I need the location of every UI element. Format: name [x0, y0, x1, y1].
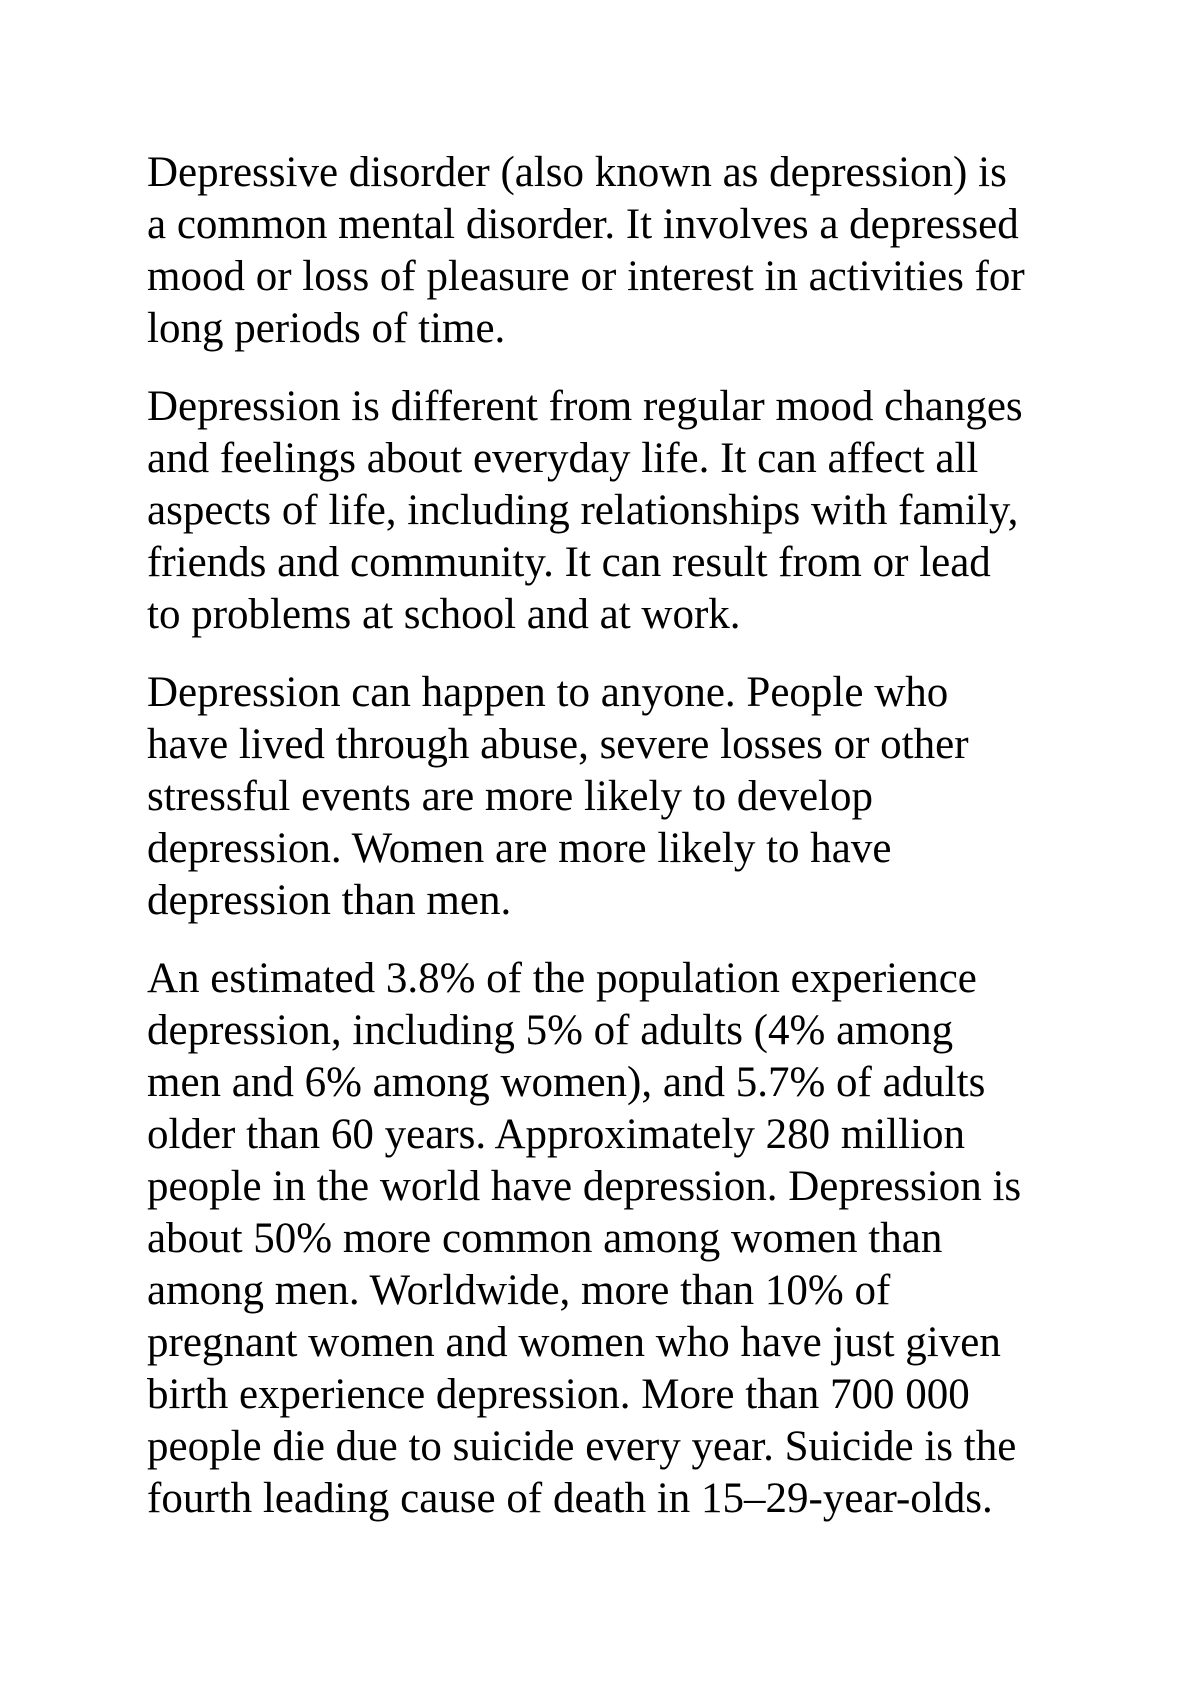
- text-line: men and 6% among women), and 5.7% of adults: [147, 1059, 986, 1106]
- text-line: aspects of life, including relationships with family,: [147, 487, 1019, 534]
- text-line: depression than men.: [147, 877, 512, 924]
- document-body: [147, 147, 1087, 1551]
- text-line: to problems at school and at work.: [147, 591, 741, 638]
- text-line: depression. Women are more likely to have: [147, 825, 892, 872]
- text-line: about 50% more common among women than: [147, 1215, 943, 1262]
- text-line: stressful events are more likely to develop: [147, 773, 874, 820]
- text-line: long periods of time.: [147, 305, 506, 352]
- text-line: Depression is different from regular mood changes: [147, 383, 1023, 430]
- text-line: a common mental disorder. It involves a depressed: [147, 201, 1019, 248]
- text-line: depression, including 5% of adults (4% among: [147, 1007, 954, 1054]
- text-line: and feelings about everyday life. It can affect all: [147, 435, 979, 482]
- text-line: friends and community. It can result from or lead: [147, 539, 991, 586]
- text-line: people die due to suicide every year. Suicide is the: [147, 1423, 1017, 1470]
- text-line: Depressive disorder (also known as depression) is: [147, 149, 1007, 196]
- text-line: older than 60 years. Approximately 280 million: [147, 1111, 966, 1158]
- text-line: mood or loss of pleasure or interest in activities for: [147, 253, 1025, 300]
- text-line: fourth leading cause of death in 15–29-year-olds.: [147, 1475, 993, 1522]
- text-line: have lived through abuse, severe losses or other: [147, 721, 969, 768]
- paragraph-statistics: [147, 953, 1087, 1525]
- text-line: Depression can happen to anyone. People who: [147, 669, 949, 716]
- text-line: An estimated 3.8% of the population experience: [147, 955, 977, 1002]
- text-line: birth experience depression. More than 700 000: [147, 1371, 970, 1418]
- paragraph-risk: [147, 667, 1087, 927]
- text-line: people in the world have depression. Depression is: [147, 1163, 1022, 1210]
- text-line: among men. Worldwide, more than 10% of: [147, 1267, 891, 1314]
- text-line: pregnant women and women who have just given: [147, 1319, 1001, 1366]
- paragraph-definition: [147, 147, 1087, 355]
- paragraph-difference: [147, 381, 1087, 641]
